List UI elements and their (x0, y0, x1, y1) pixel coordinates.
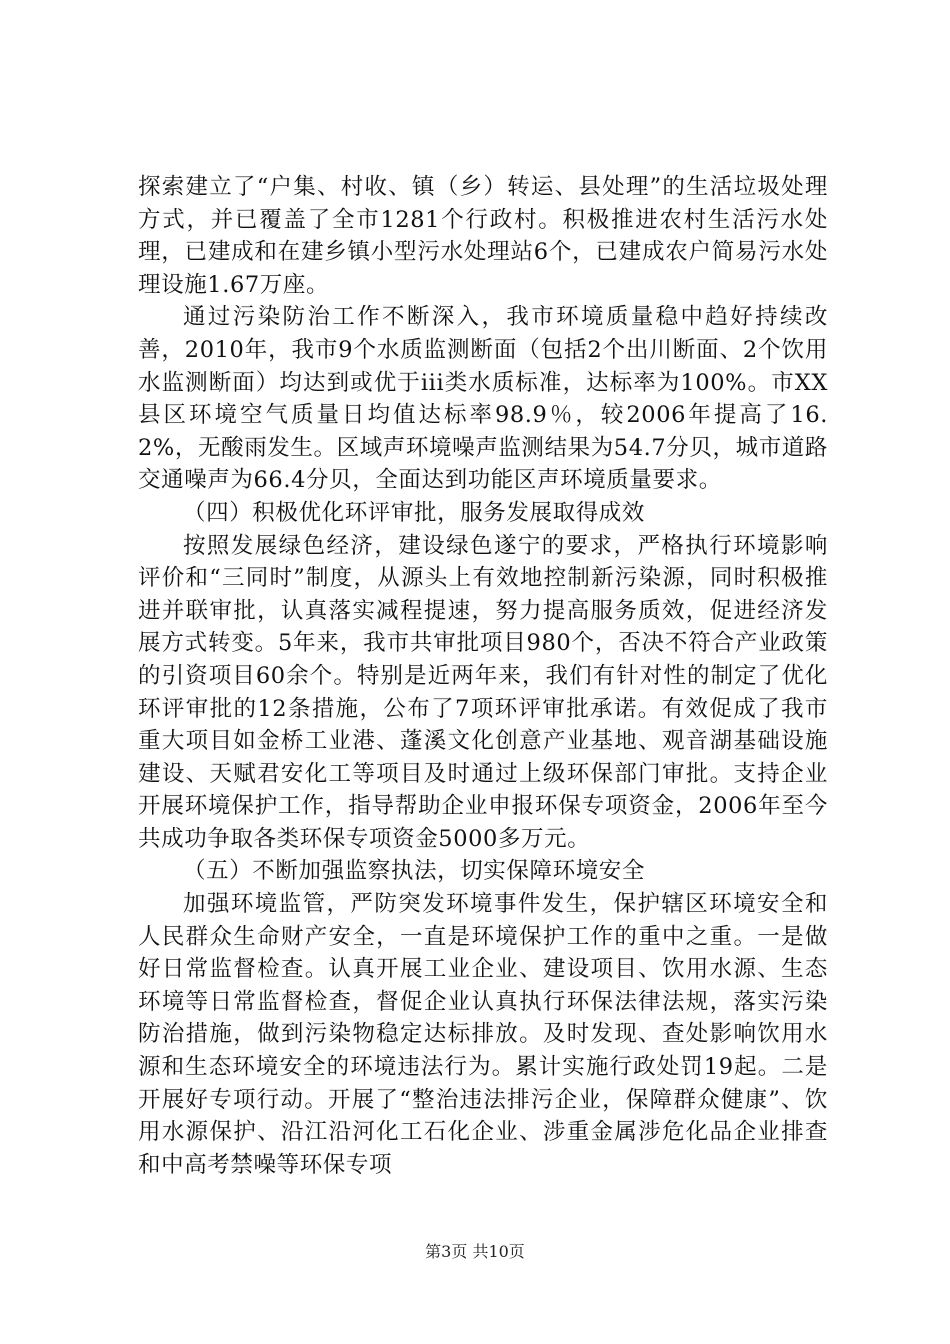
paragraph-environment-quality: 通过污染防治工作不断深入，我市环境质量稳中趋好持续改善，2010年，我市9个水质监测断面（包括2个出川断面、2个饮用水监测断面）均达到或优于iii类水质标准，达标率为100%。市XX县区环境空气质量日均值达标率98.9％，较2006年提高了16.2%，无酸雨发生。区域声环境噪声监测结果为54.7分贝，城市道路交通噪声为66.4分贝，全面达到功能区声环境质量要求。 (138, 304, 828, 494)
document-body (138, 171, 828, 1181)
paragraph-eia-approval: 按照发展绿色经济，建设绿色遂宁的要求，严格执行环境影响评价和“三同时”制度，从源头上有效地控制新污染源，同时积极推进并联审批，认真落实减程提速，努力提高服务质效，促进经济发展方式转变。5年来，我市共审批项目980个，否决不符合产业政策的引资项目60余个。特别是近两年来，我们有针对性的制定了优化环评审批的12条措施，公布了7项环评审批承诺。有效促成了我市重大项目如金桥工业港、蓬溪文化创意产业基地、观音湖基础设施建设、天赋君安化工等项目及时通过上级环保部门审批。支持企业开展环境保护工作，指导帮助企业申报环保专项资金，2006年至今共成功争取各类环保专项资金5000多万元。 (138, 532, 828, 852)
section-heading-five: （五）不断加强监察执法，切实保障环境安全 (183, 858, 646, 885)
section-heading-four: （四）积极优化环评审批，服务发展取得成效 (183, 499, 646, 526)
page-footer: 第3页 共10页 (425, 1242, 525, 1261)
paragraph-continuation: 探索建立了“户集、村收、镇（乡）转运、县处理”的生活垃圾处理方式，并已覆盖了全市1281个行政村。积极推进农村生活污水处理，已建成和在建乡镇小型污水处理站6个，已建成农户简易污水处理设施1.67万座。 (138, 174, 828, 298)
paragraph-supervision: 加强环境监管，严防突发环境事件发生，保护辖区环境安全和人民群众生命财产安全，一直是环境保护工作的重中之重。一是做好日常监督检查。认真开展工业企业、建设项目、饮用水源、生态环境等日常监督检查，督促企业认真执行环保法律法规，落实污染防治措施，做到污染物稳定达标排放。及时发现、查处影响饮用水源和生态环境安全的环境违法行为。累计实施行政处罚19起。二是开展好专项行动。开展了“整治违法排污企业，保障群众健康”、饮用水源保护、沿江沿河化工石化企业、涉重金属涉危化品企业排查和中高考禁噪等环保专项 (138, 891, 828, 1178)
